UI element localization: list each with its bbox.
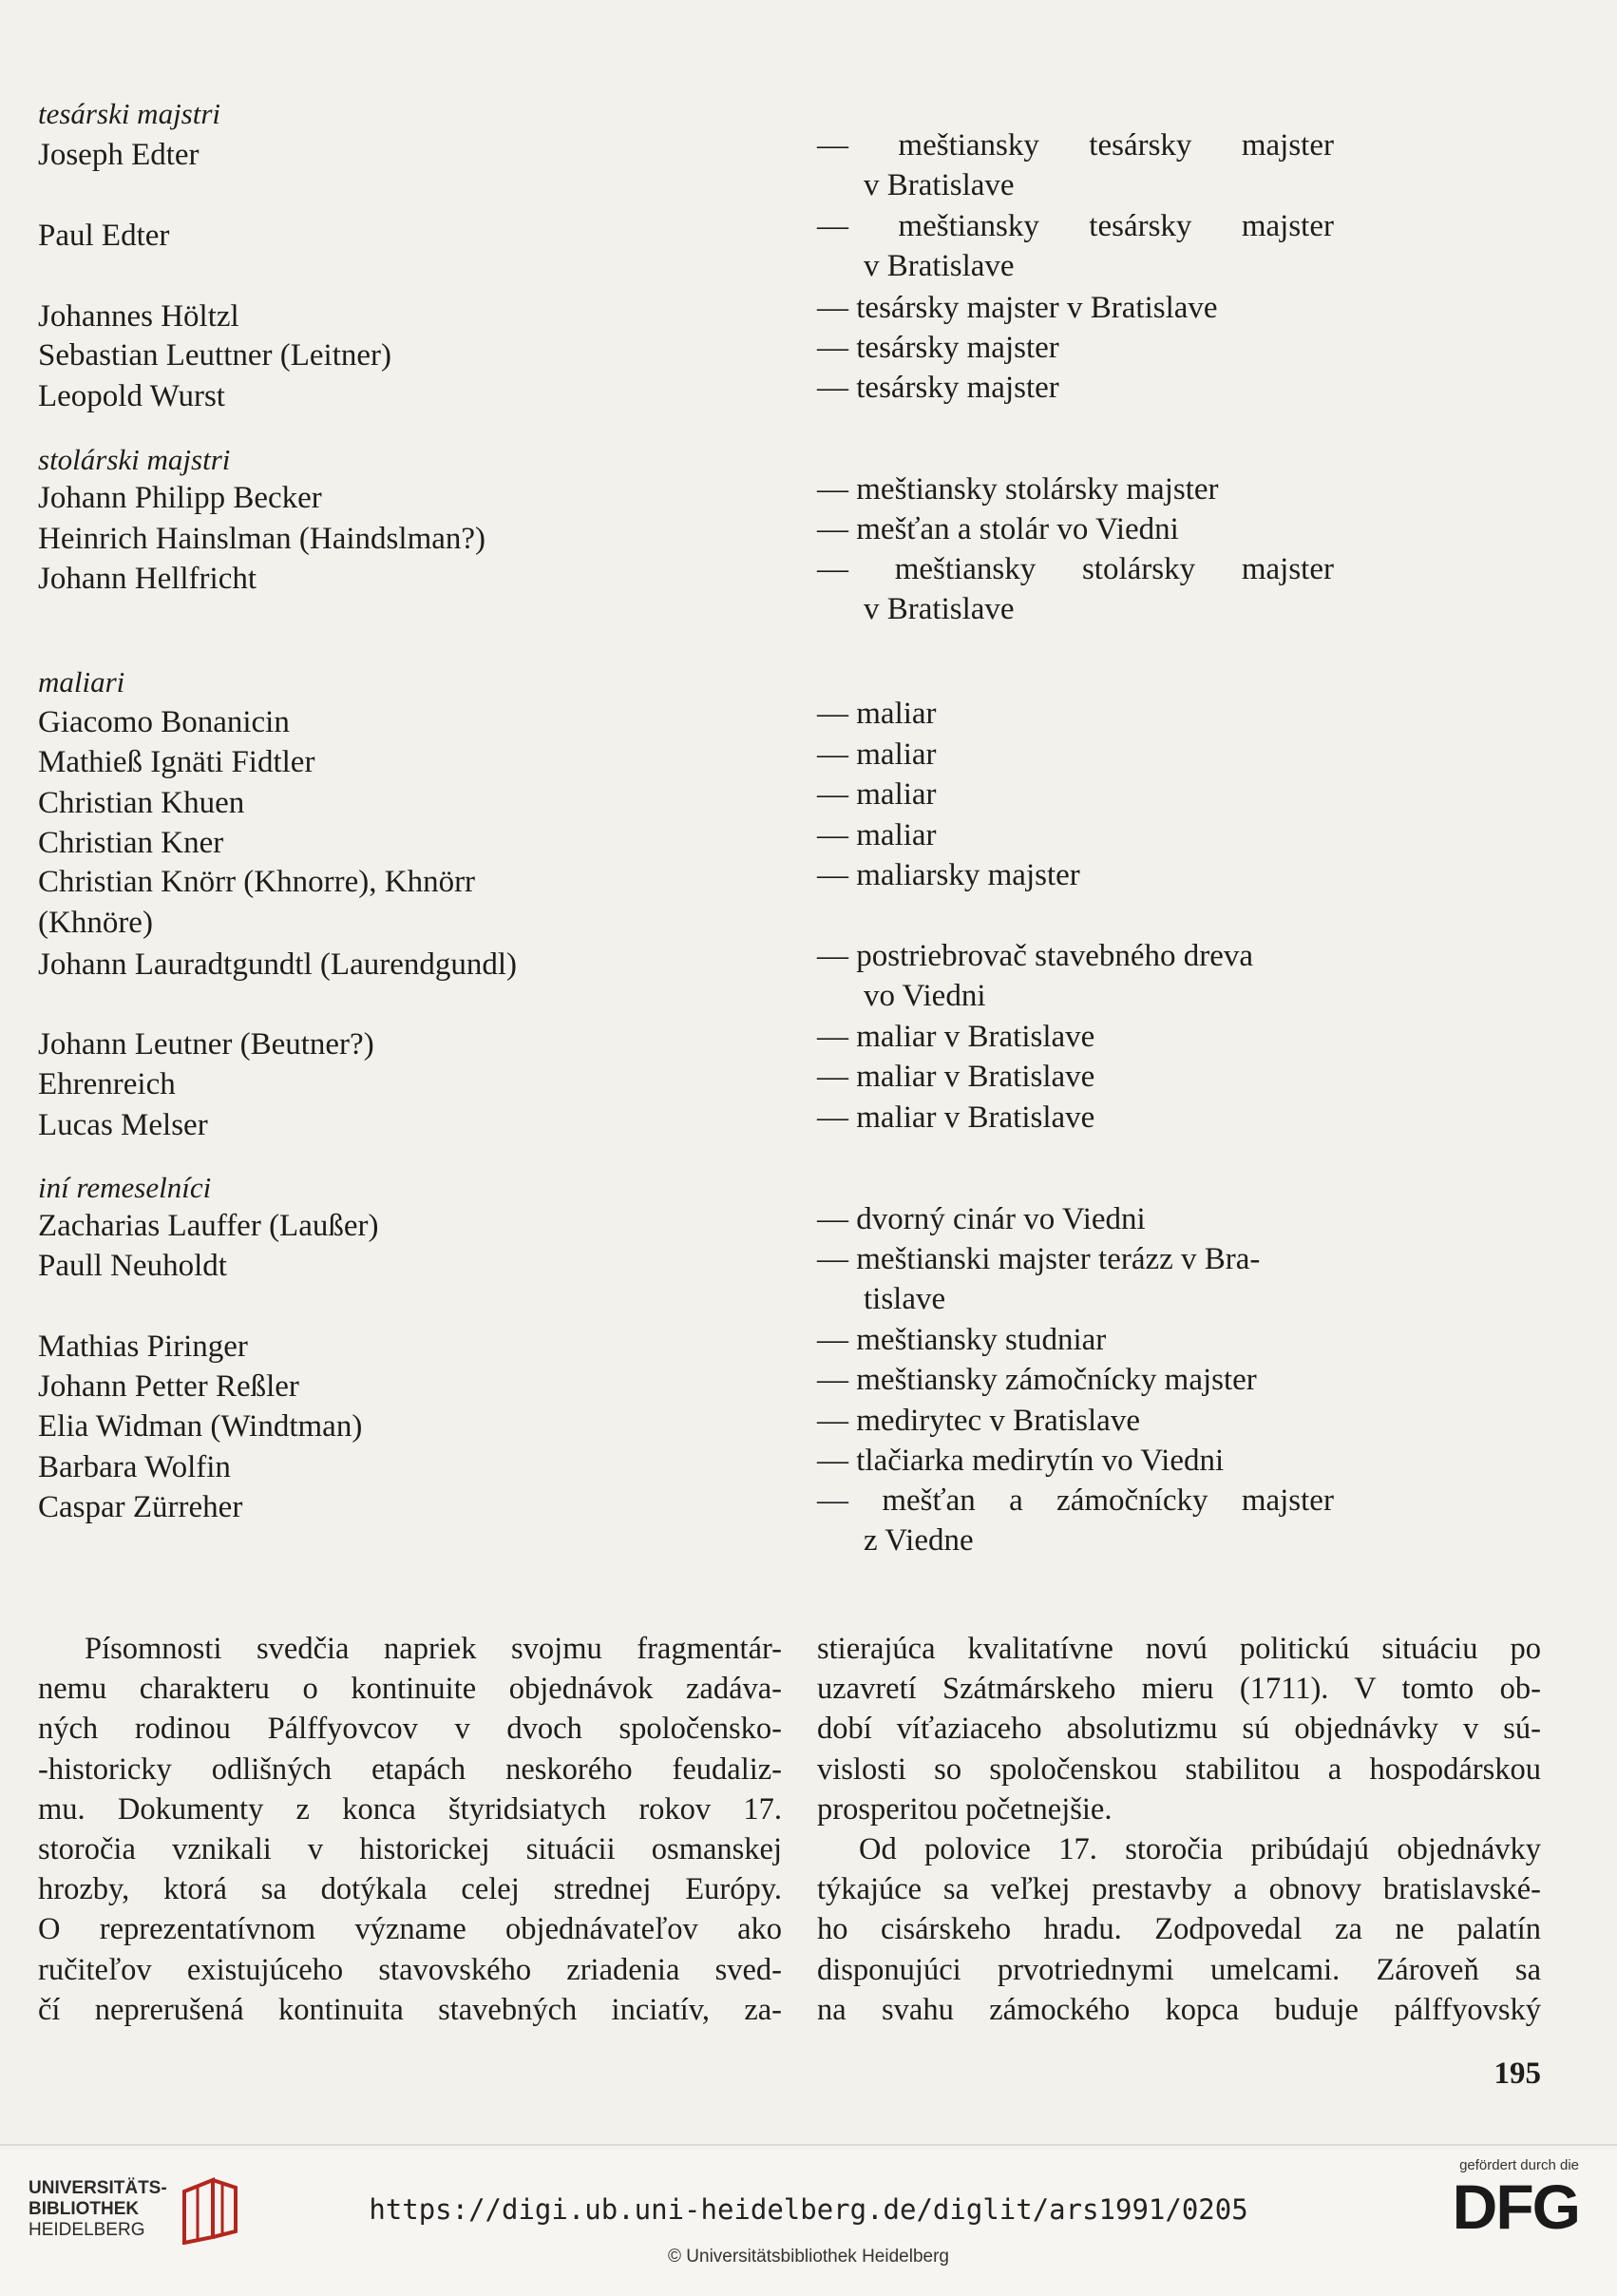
library-name-line: BIBLIOTHEK bbox=[29, 2199, 140, 2219]
text-line: Písomnosti svedčia napriek svojmu fragmentár- bbox=[85, 1632, 782, 1666]
role-word: a bbox=[1009, 1483, 1023, 1518]
text-line: stierajúca kvalitatívne novú politickú situáciu po bbox=[817, 1632, 1541, 1666]
text-line: na svahu zámockého kopca buduje pálffyovský bbox=[817, 1992, 1541, 2027]
text-line: disponujúci prvotriednymi umelcami. Zároveň sa bbox=[817, 1952, 1541, 1987]
role-word: meštiansky bbox=[898, 128, 1039, 163]
text-line: dobí víťaziaceho absolutizmu sú objednávky v sú- bbox=[817, 1712, 1541, 1747]
person-name: Christian Kner bbox=[38, 826, 224, 860]
role-word: — bbox=[817, 1483, 848, 1518]
person-role bbox=[817, 368, 1334, 408]
role-word: stolársky bbox=[1081, 552, 1196, 586]
person-name: Johann Hellfricht bbox=[38, 562, 257, 596]
role-word: tesársky bbox=[1089, 209, 1192, 243]
sponsor-logo[interactable] bbox=[1453, 2157, 1579, 2240]
role-line bbox=[817, 1481, 1334, 1521]
person-name: Johannes Höltzl bbox=[38, 299, 239, 334]
person-role bbox=[817, 1199, 1334, 1239]
section-heading: iní remeselníci bbox=[38, 1171, 212, 1204]
person-name: Lucas Melser bbox=[38, 1108, 208, 1142]
text-line: Od polovice 17. storočia pribúdajú objednávky bbox=[859, 1831, 1541, 1866]
person-role bbox=[817, 1239, 1334, 1319]
person-name-continued: (Khnöre) bbox=[38, 906, 153, 940]
text-line: O reprezentatívnom význame objednávateľov ako bbox=[38, 1912, 782, 1947]
person-name: Mathias Piringer bbox=[38, 1330, 248, 1364]
text-line: vislosti so spoločenskou stabilitou a hospodárskou bbox=[817, 1751, 1541, 1787]
person-name: Johann Philipp Becker bbox=[38, 481, 322, 515]
person-role bbox=[817, 1057, 1334, 1097]
page-number: 195 bbox=[1493, 2057, 1541, 2091]
role-line: — maliar v Bratislave bbox=[817, 1100, 1095, 1135]
person-role bbox=[817, 328, 1334, 368]
sponsor-caption: gefördert durch die bbox=[1459, 2157, 1579, 2173]
role-word: majster bbox=[1241, 1483, 1334, 1518]
role-word: majster bbox=[1241, 552, 1334, 586]
role-line: — maliar v Bratislave bbox=[817, 1060, 1095, 1094]
text-line: týkajúce sa veľkej prestavby a obnovy bratislavské- bbox=[817, 1872, 1541, 1907]
role-line bbox=[817, 206, 1334, 246]
text-line: prosperitou početnejšie. bbox=[817, 1791, 1113, 1827]
role-word: meštiansky bbox=[894, 552, 1037, 586]
role-line: — tesársky majster bbox=[817, 371, 1059, 405]
person-role bbox=[817, 206, 1334, 286]
text-line: storočia vznikali v historickej situácii osmanskej bbox=[38, 1831, 782, 1866]
section-heading: stolárski majstri bbox=[38, 443, 231, 476]
person-role bbox=[817, 775, 1334, 814]
role-line: — postriebrovač stavebného dreva bbox=[817, 939, 1254, 973]
text-line: nemu charakteru o kontinuite objednávok zadáva- bbox=[38, 1672, 782, 1707]
person-name: Heinrich Hainslman (Haindslman?) bbox=[38, 522, 486, 556]
person-role bbox=[817, 694, 1334, 734]
text-line: ných rodinou Pálffyovcov v dvoch spoločensko- bbox=[38, 1712, 782, 1747]
role-line: — maliar bbox=[817, 697, 937, 731]
person-role bbox=[817, 549, 1334, 629]
role-line: tislave bbox=[864, 1282, 946, 1316]
person-role bbox=[817, 509, 1334, 549]
text-line: čí neprerušená kontinuita stavebných inciatív, za- bbox=[38, 1992, 782, 2027]
role-line: — mešťan a stolár vo Viedni bbox=[817, 512, 1179, 546]
person-name: Paull Neuholdt bbox=[38, 1249, 227, 1283]
role-line: v Bratislave bbox=[864, 592, 1015, 626]
person-name: Ehrenreich bbox=[38, 1067, 176, 1101]
person-name: Johann Leutner (Beutner?) bbox=[38, 1027, 374, 1062]
text-line: uzavretí Szátmárskeho mieru (1711). V tomto ob- bbox=[817, 1672, 1541, 1707]
text-line: -historicky odlišných etapách neskorého feudaliz- bbox=[38, 1751, 782, 1787]
text-line: mu. Dokumenty z konca štyridsiatych rokov 17. bbox=[38, 1791, 782, 1827]
person-role bbox=[817, 288, 1334, 328]
role-word: — bbox=[817, 552, 848, 586]
role-line: — tlačiarka medirytín vo Viedni bbox=[817, 1444, 1225, 1478]
copyright-notice: © Universitätsbibliothek Heidelberg bbox=[668, 2247, 949, 2267]
source-url-link[interactable]: https://digi.ub.uni-heidelberg.de/diglit/ars1991/0205 bbox=[369, 2193, 1248, 2226]
role-line: — meštiansky studniar bbox=[817, 1323, 1107, 1357]
person-name: Giacomo Bonanicin bbox=[38, 705, 290, 739]
person-name: Leopold Wurst bbox=[38, 379, 225, 413]
library-name-line: UNIVERSITÄTS- bbox=[29, 2178, 167, 2198]
role-line: — tesársky majster bbox=[817, 331, 1059, 365]
person-name: Christian Khuen bbox=[38, 786, 245, 820]
role-line: v Bratislave bbox=[864, 168, 1015, 202]
role-word: — bbox=[817, 209, 848, 243]
section-heading: maliari bbox=[38, 665, 125, 698]
role-line: — meštiansky stolársky majster bbox=[817, 472, 1219, 507]
person-name: Johann Lauradtgundtl (Laurendgundl) bbox=[38, 947, 518, 982]
person-name: Paul Edter bbox=[38, 219, 170, 253]
role-line: z Viedne bbox=[864, 1523, 974, 1558]
role-word: mešťan bbox=[882, 1483, 976, 1518]
role-line: — medirytec v Bratislave bbox=[817, 1404, 1140, 1438]
person-role bbox=[817, 1098, 1334, 1138]
person-role bbox=[817, 1017, 1334, 1057]
role-line: — maliarsky majster bbox=[817, 858, 1080, 892]
person-role bbox=[817, 735, 1334, 775]
person-name: Christian Knörr (Khnorre), Khnörr bbox=[38, 865, 476, 899]
person-name: Joseph Edter bbox=[38, 138, 200, 172]
person-name: Elia Widman (Windtman) bbox=[38, 1409, 363, 1444]
role-word: meštiansky bbox=[898, 209, 1039, 243]
role-line: — dvorný cinár vo Viedni bbox=[817, 1202, 1146, 1236]
role-line: vo Viedni bbox=[864, 979, 986, 1013]
text-line: ručiteľov existujúceho stavovského zriadenia sved- bbox=[38, 1952, 782, 1987]
paragraph-right-column bbox=[817, 1629, 1541, 2030]
library-name-line: HEIDELBERG bbox=[29, 2220, 145, 2240]
person-role bbox=[817, 1401, 1334, 1441]
role-line: — maliar bbox=[817, 777, 937, 812]
person-role bbox=[817, 469, 1334, 509]
role-line: — maliar bbox=[817, 737, 937, 772]
role-word: — bbox=[817, 128, 848, 163]
role-line: — maliar v Bratislave bbox=[817, 1020, 1095, 1054]
person-role bbox=[817, 855, 1334, 895]
text-line: ho cisárskeho hradu. Zodpovedal za ne palatín bbox=[817, 1912, 1541, 1947]
role-word: zámočnícky bbox=[1056, 1483, 1208, 1518]
person-name: Sebastian Leuttner (Leitner) bbox=[38, 338, 392, 373]
person-role bbox=[817, 1360, 1334, 1400]
person-role bbox=[817, 1320, 1334, 1360]
person-name: Caspar Zürreher bbox=[38, 1490, 243, 1524]
person-name: Johann Petter Reßler bbox=[38, 1369, 299, 1404]
dfg-logo-icon: DFG bbox=[1452, 2172, 1579, 2242]
person-role bbox=[817, 815, 1334, 855]
section-heading: tesárski majstri bbox=[38, 97, 221, 130]
role-line bbox=[817, 549, 1334, 589]
role-line: — meštianski majster terázz v Bra- bbox=[817, 1242, 1261, 1276]
text-line: hrozby, ktorá sa dotýkala celej strednej Európy. bbox=[38, 1872, 782, 1907]
paragraph-left-column bbox=[38, 1629, 782, 2030]
person-name: Zacharias Lauffer (Laußer) bbox=[38, 1209, 379, 1243]
role-word: tesársky bbox=[1089, 128, 1192, 163]
role-word: majster bbox=[1241, 128, 1334, 163]
person-role bbox=[817, 1481, 1334, 1560]
person-role bbox=[817, 936, 1334, 1016]
role-line: — tesársky majster v Bratislave bbox=[817, 291, 1218, 325]
person-name: Barbara Wolfin bbox=[38, 1450, 231, 1484]
role-line bbox=[817, 125, 1334, 165]
role-word: majster bbox=[1241, 209, 1334, 243]
person-role bbox=[817, 125, 1334, 205]
footer-divider bbox=[0, 2144, 1617, 2146]
role-line: v Bratislave bbox=[864, 249, 1015, 283]
role-line: — maliar bbox=[817, 818, 937, 852]
person-name: Mathieß Ignäti Fidtler bbox=[38, 745, 315, 779]
person-role bbox=[817, 1441, 1334, 1481]
role-line: — meštiansky zámočnícky majster bbox=[817, 1363, 1257, 1397]
